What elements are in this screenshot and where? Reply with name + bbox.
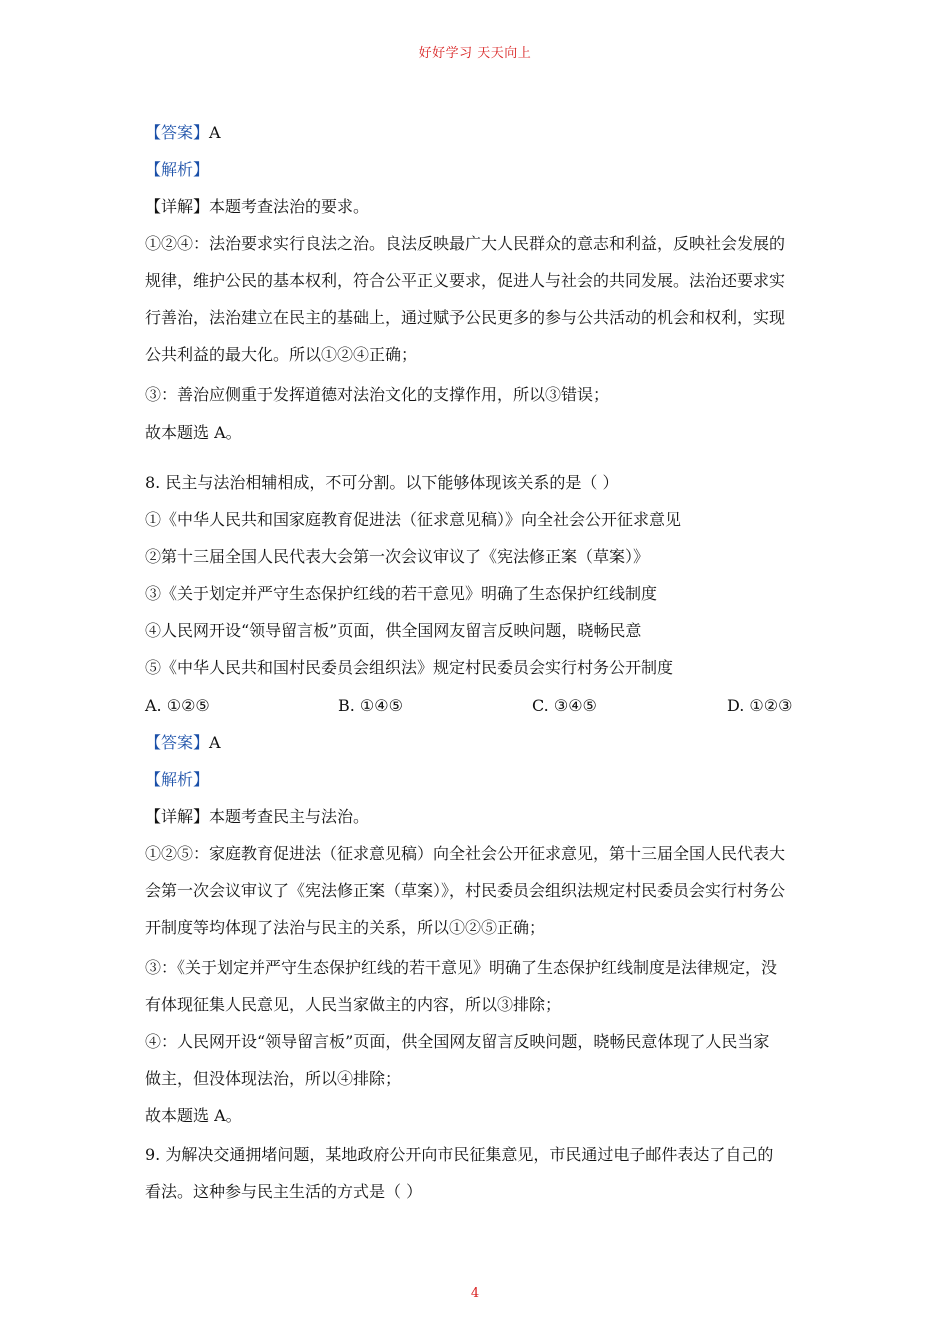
text-line: 【详解】本题考查民主与法治。 — [145, 807, 370, 826]
question-item: ①《中华人民共和国家庭教育促进法（征求意见稿）》向全社会公开征求意见 — [145, 510, 682, 529]
analysis-tag: 【解析】 — [145, 160, 210, 179]
text-line: 会第一次会议审议了《宪法修正案（草案）》，村民委员会组织法规定村民委员会实行村务公 — [145, 881, 786, 900]
answer-line — [145, 123, 810, 143]
text-line: 有体现征集人民意见，人民当家做主的内容，所以③排除； — [145, 995, 562, 1014]
answer-tag: 【答案】 — [145, 123, 210, 142]
answer-line — [145, 733, 810, 753]
answer-value: A — [209, 733, 221, 752]
question-item: ⑤《中华人民共和国村民委员会组织法》规定村民委员会实行村务公开制度 — [145, 658, 674, 677]
text-line: 规律，维护公民的基本权利，符合公平正义要求，促进人与社会的共同发展。法治还要求实 — [145, 271, 786, 290]
text-line: 【详解】本题考查法治的要求。 — [145, 197, 370, 216]
question-item: ④人民网开设“领导留言板”页面，供全国网友留言反映问题，晓畅民意 — [145, 621, 642, 640]
option-a: A. ①②⑤ — [145, 696, 210, 715]
text-line: 行善治，法治建立在民主的基础上，通过赋予公民更多的参与公共活动的机会和权利，实现 — [145, 308, 786, 327]
question-stem: 看法。这种参与民主生活的方式是（ ） — [145, 1182, 423, 1201]
text-line: 开制度等均体现了法治与民主的关系，所以①②⑤正确； — [145, 918, 546, 937]
question-item: ②第十三届全国人民代表大会第一次会议审议了《宪法修正案（草案）》 — [145, 547, 650, 566]
text-line: ③：善治应侧重于发挥道德对法治文化的支撑作用，所以③错误； — [145, 385, 610, 404]
text-line: 公共利益的最大化。所以①②④正确； — [145, 345, 418, 364]
text-line: 故本题选 A。 — [145, 423, 242, 442]
text-line: 做主，但没体现法治，所以④排除； — [145, 1069, 402, 1088]
question-item: ③《关于划定并严守生态保护红线的若干意见》明确了生态保护红线制度 — [145, 584, 658, 603]
question-stem: 8. 民主与法治相辅相成，不可分割。以下能够体现该关系的是（ ） — [145, 473, 619, 492]
answer-tag: 【答案】 — [145, 733, 210, 752]
page-number: 4 — [470, 1286, 480, 1301]
question-stem: 9. 为解决交通拥堵问题，某地政府公开向市民征集意见，市民通过电子邮件表达了自己的 — [145, 1145, 774, 1164]
text-line: ①②④：法治要求实行良法之治。良法反映最广大人民群众的意志和利益，反映社会发展的 — [145, 234, 786, 253]
answer-value: A — [209, 123, 221, 142]
option-c: C. ③④⑤ — [532, 696, 597, 715]
option-d: D. ①②③ — [727, 696, 793, 715]
text-line: ①②⑤：家庭教育促进法（征求意见稿）向全社会公开征求意见，第十三届全国人民代表大 — [145, 844, 786, 863]
text-line: 故本题选 A。 — [145, 1106, 242, 1125]
option-b: B. ①④⑤ — [338, 696, 403, 715]
analysis-tag: 【解析】 — [145, 770, 210, 789]
page-header: 好好学习 天天向上 — [418, 46, 532, 61]
text-line: ④：人民网开设“领导留言板”页面，供全国网友留言反映问题，晓畅民意体现了人民当家 — [145, 1032, 770, 1051]
text-line: ③：《关于划定并严守生态保护红线的若干意见》明确了生态保护红线制度是法律规定，没 — [145, 958, 778, 977]
